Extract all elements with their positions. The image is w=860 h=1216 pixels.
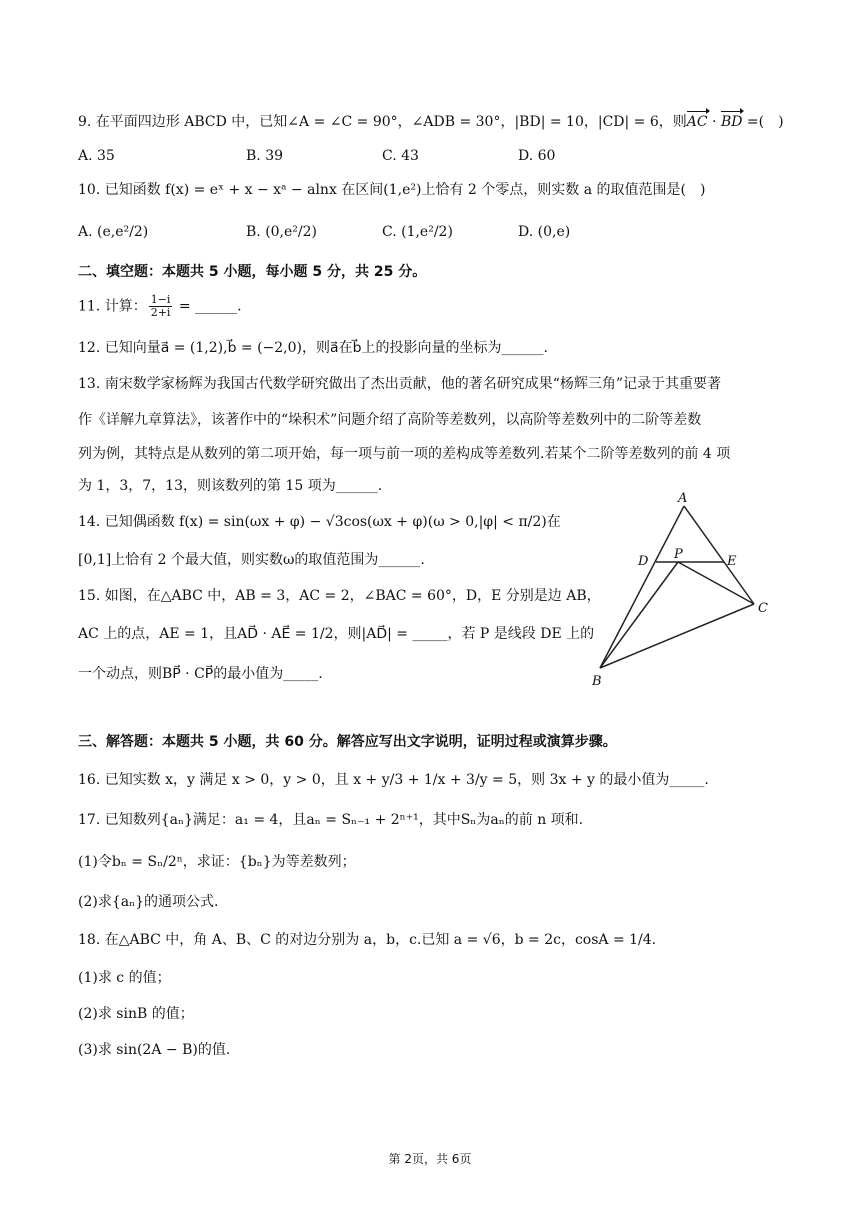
q9-option-a: A. 35 <box>78 148 115 164</box>
question-11-prefix: 11. 计算： <box>78 298 147 315</box>
question-15-line-2: AC 上的点，AE = 1，且AD⃗ · AE⃗ = 1/2，则|AD⃗| = _____，若 P 是线段 DE 上的 <box>78 626 595 642</box>
question-16: 16. 已知实数 x，y 满足 x > 0，y > 0，且 x + y/3 + 1/x + 3/y = 5，则 3x + y 的最小值为_____. <box>78 772 709 788</box>
page-footer: 第 2页，共 6页 <box>388 1152 472 1166</box>
question-17-part-1: (1)令bₙ = Sₙ/2ⁿ，求证：{bₙ}为等差数列； <box>78 854 356 870</box>
q10-option-b: B. (0,e²/2) <box>246 224 317 240</box>
question-14-line-1: 14. 已知偶函数 f(x) = sin(ωx + φ) − √3cos(ωx + φ)(ω > 0,|φ| < π/2)在 <box>78 514 561 530</box>
question-13-line-2: 作《详解九章算法》，该著作中的“垛积术”问题介绍了高阶等差数列，以高阶等差数列中的二阶等差数 <box>78 412 702 428</box>
question-13-line-3: 列为例，其特点是从数列的第二项开始，每一项与前一项的差构成等差数列.若某个二阶等差数列的前 4 项 <box>78 446 731 462</box>
q10-option-c: C. (1,e²/2) <box>382 224 453 240</box>
question-18-part-3: (3)求 sin(2A − B)的值. <box>78 1042 231 1058</box>
question-9-tail: =( ) <box>742 114 784 130</box>
fraction-denominator: 2+i <box>150 306 171 319</box>
question-10: 10. 已知函数 f(x) = eˣ + x − xᵃ − alnx 在区间(1,e²)上恰有 2 个零点，则实数 a 的取值范围是( ) <box>78 182 706 198</box>
question-17-line-1: 17. 已知数列{aₙ}满足：a₁ = 4，且aₙ = Sₙ₋₁ + 2ⁿ⁺¹，其中Sₙ为aₙ的前 n 项和. <box>78 812 584 828</box>
segment-ab <box>600 506 684 668</box>
section-3-heading: 三、解答题：本题共 5 小题，共 60 分。解答应写出文字说明，证明过程或演算步骤。 <box>78 734 617 750</box>
question-17-part-2: (2)求{aₙ}的通项公式. <box>78 894 219 910</box>
q9-option-d: D. 60 <box>518 148 556 164</box>
segment-cp <box>678 562 754 604</box>
question-13-line-1: 13. 南宋数学家杨辉为我国古代数学研究做出了杰出贡献，他的著名研究成果“杨辉三角”记录于其重要著 <box>78 376 722 392</box>
label-b: B <box>592 674 602 689</box>
section-2-heading: 二、填空题：本题共 5 小题，每小题 5 分，共 25 分。 <box>78 264 427 280</box>
question-15-line-1: 15. 如图，在△ABC 中，AB = 3，AC = 2，∠BAC = 60°，D，E 分别是边 AB， <box>78 588 601 604</box>
question-11-suffix: = ______. <box>174 298 242 315</box>
question-14-line-2: [0,1]上恰有 2 个最大值，则实数ω的取值范围为______. <box>78 552 425 568</box>
question-9-text: 9. 在平面四边形 ABCD 中，已知∠A = ∠C = 90°，∠ADB = 30°，|BD| = 10，|CD| = 6，则 <box>78 114 687 130</box>
question-15-line-3: 一个动点，则BP⃗ · CP⃗的最小值为_____. <box>78 666 323 682</box>
vector-bd: BD <box>720 114 743 130</box>
label-p: P <box>674 547 683 562</box>
q9-option-c: C. 43 <box>382 148 419 164</box>
question-12: 12. 已知向量a⃗ = (1,2),b⃗ = (−2,0)，则a⃗在b⃗上的投影向量的坐标为______. <box>78 340 548 356</box>
question-13-line-4: 为 1，3，7，13，则该数列的第 15 项为______. <box>78 478 383 494</box>
dot-operator: · <box>707 114 721 130</box>
q9-option-b: B. 39 <box>246 148 284 164</box>
question-11 <box>78 294 242 319</box>
label-e: E <box>727 554 737 569</box>
q10-option-a: A. (e,e²/2) <box>78 224 149 240</box>
fraction <box>149 294 173 319</box>
question-9 <box>78 112 784 132</box>
question-18-part-2: (2)求 sinB 的值； <box>78 1006 194 1022</box>
triangle-figure <box>586 492 776 692</box>
fraction-numerator: 1−i <box>150 293 171 306</box>
segment-ac <box>684 506 754 604</box>
question-18-line-1: 18. 在△ABC 中，角 A、B、C 的对边分别为 a，b，c.已知 a = √6，b = 2c，cosA = 1/4. <box>78 932 657 948</box>
vector-ac: AC <box>686 114 708 130</box>
q10-option-d: D. (0,e) <box>518 224 571 240</box>
label-c: C <box>758 601 768 616</box>
label-a: A <box>678 492 688 506</box>
question-18-part-1: (1)求 c 的值； <box>78 970 171 986</box>
label-d: D <box>638 554 649 569</box>
